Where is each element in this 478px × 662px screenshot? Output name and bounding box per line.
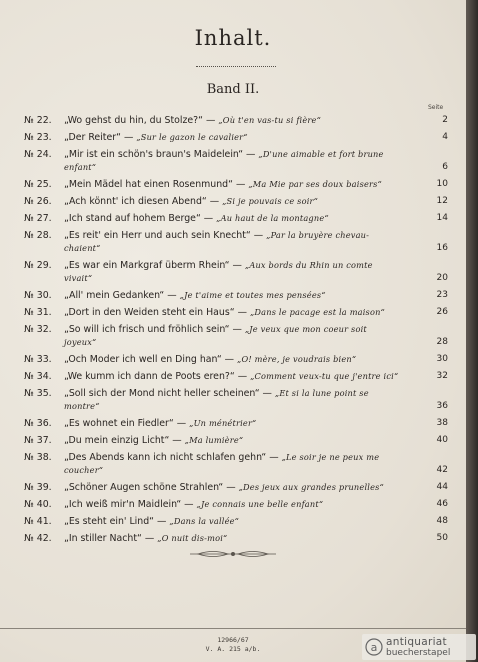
page-number: 50 bbox=[436, 533, 448, 543]
title-separator: — bbox=[173, 418, 190, 429]
title-separator: — bbox=[250, 230, 267, 241]
title-divider bbox=[196, 66, 276, 67]
title-separator: — bbox=[120, 132, 137, 143]
song-number: № 35. bbox=[24, 388, 52, 399]
title-separator: — bbox=[234, 307, 250, 318]
toc-entry bbox=[24, 515, 448, 528]
toc-entry bbox=[24, 212, 448, 225]
toc-entry bbox=[24, 353, 448, 366]
title-separator: — bbox=[203, 115, 219, 126]
page-number: 10 bbox=[436, 179, 448, 189]
page-number: 30 bbox=[436, 354, 448, 364]
toc-entry bbox=[24, 114, 448, 127]
german-title: „So will ich frisch und fröhlich sein“ bbox=[64, 324, 230, 335]
french-title-continuation: vivait“ bbox=[64, 273, 93, 283]
page-number: 26 bbox=[436, 307, 448, 317]
volume-subtitle: Band II. bbox=[206, 82, 260, 97]
title-separator: — bbox=[154, 516, 170, 527]
antiquariat-logo-icon bbox=[365, 638, 383, 656]
german-title: „Wo gehst du hin, du Stolze?“ bbox=[64, 115, 204, 126]
title-separator: — bbox=[169, 435, 185, 446]
toc-entry bbox=[24, 178, 448, 191]
song-number: № 23. bbox=[24, 132, 52, 143]
french-title-continuation: chaient“ bbox=[64, 243, 101, 253]
song-number: № 25. bbox=[24, 179, 52, 190]
svg-text:a: a bbox=[370, 641, 378, 654]
french-title: „Dans la vallée“ bbox=[169, 516, 240, 526]
plate-number: 12966/67 bbox=[217, 636, 249, 644]
toc-entry bbox=[24, 387, 448, 411]
french-title: „Ma lumière“ bbox=[184, 435, 244, 445]
title-separator: — bbox=[164, 290, 180, 301]
french-title: „Si je pouvais ce soir“ bbox=[222, 196, 319, 206]
german-title: „All' mein Gedanken“ bbox=[64, 290, 165, 301]
toc-entry bbox=[24, 451, 448, 475]
german-title: „Och Moder ich well en Ding han“ bbox=[64, 354, 222, 365]
toc-entry bbox=[24, 417, 448, 430]
song-number: № 29. bbox=[24, 260, 52, 271]
watermark-text-line1: antiquariat bbox=[386, 636, 447, 648]
french-title: „O! mère, je voudrais bien“ bbox=[237, 354, 357, 364]
french-title: „D'une aimable et fort brune bbox=[258, 149, 384, 159]
watermark-text-line2: buecherstapel bbox=[386, 648, 451, 658]
french-title: „Je connais une belle enfant“ bbox=[196, 499, 324, 509]
publisher-reference: V. A. 215 a/b. bbox=[205, 645, 261, 653]
title-separator: — bbox=[229, 260, 245, 271]
german-title: „Mein Mädel hat einen Rosenmund“ bbox=[64, 179, 233, 190]
german-title: „Soll sich der Mond nicht heller scheinen“ bbox=[64, 388, 260, 399]
title-separator: — bbox=[181, 499, 197, 510]
toc-entry bbox=[24, 229, 448, 253]
toc-entry bbox=[24, 370, 448, 383]
toc-entry bbox=[24, 289, 448, 302]
toc-entry bbox=[24, 498, 448, 511]
song-number: № 38. bbox=[24, 452, 52, 463]
title-separator: — bbox=[232, 179, 249, 190]
french-title: „Je veux que mon coeur soit bbox=[244, 324, 367, 334]
page-number: 20 bbox=[436, 273, 448, 283]
french-title: „Aux bords du Rhin un comte bbox=[244, 260, 373, 270]
title-separator: — bbox=[243, 149, 259, 160]
song-number: № 28. bbox=[24, 230, 52, 241]
song-number: № 41. bbox=[24, 516, 52, 527]
song-number: № 26. bbox=[24, 196, 52, 207]
page-number: 42 bbox=[436, 465, 448, 475]
french-title: „Et si la lune point se bbox=[274, 388, 369, 398]
german-title: „Der Reiter“ bbox=[64, 132, 121, 143]
french-title: „Le soir je ne peux me bbox=[281, 452, 380, 462]
french-title: „O nuit dis-moi“ bbox=[157, 533, 228, 543]
title-separator: — bbox=[221, 354, 238, 365]
ornament-divider bbox=[188, 548, 278, 560]
toc-entry bbox=[24, 195, 448, 208]
french-title: „Je t'aime et toutes mes pensées“ bbox=[179, 290, 326, 300]
book-spine-shadow bbox=[464, 0, 478, 662]
song-number: № 24. bbox=[24, 149, 52, 160]
german-title: „Es steht ein' Lind“ bbox=[64, 516, 155, 527]
title-separator: — bbox=[200, 213, 217, 224]
french-title-continuation: enfant“ bbox=[64, 162, 97, 172]
german-title: „Ach könnt' ich diesen Abend“ bbox=[64, 196, 207, 207]
song-number: № 33. bbox=[24, 354, 52, 365]
toc-entry bbox=[24, 131, 448, 144]
german-title: „Es war ein Markgraf überm Rhein“ bbox=[64, 260, 230, 271]
page-number: 12 bbox=[436, 196, 448, 206]
toc-entry bbox=[24, 259, 448, 283]
page-number: 6 bbox=[442, 162, 448, 172]
german-title: „Es reit' ein Herr und auch sein Knecht“ bbox=[64, 230, 251, 241]
page-number: 40 bbox=[436, 435, 448, 445]
song-number: № 36. bbox=[24, 418, 52, 429]
german-title: „Du mein einzig Licht“ bbox=[64, 435, 170, 446]
french-title: „Sur le gazon le cavalier“ bbox=[136, 132, 248, 142]
song-number: № 34. bbox=[24, 371, 52, 382]
watermark-badge bbox=[362, 634, 476, 660]
german-title: „In stiller Nacht“ bbox=[64, 533, 142, 544]
toc-entry bbox=[24, 532, 448, 545]
german-title: „Schöner Augen schöne Strahlen“ bbox=[64, 482, 224, 493]
page-column-label: Seite bbox=[428, 104, 444, 111]
french-title-continuation: montre“ bbox=[64, 401, 100, 411]
song-number: № 32. bbox=[24, 324, 52, 335]
french-title-continuation: joyeux“ bbox=[64, 337, 97, 347]
song-number: № 42. bbox=[24, 533, 52, 544]
page-number: 28 bbox=[436, 337, 448, 347]
page-number: 4 bbox=[442, 132, 448, 142]
page-number: 46 bbox=[436, 499, 448, 509]
page-number: 23 bbox=[436, 290, 448, 300]
page-number: 44 bbox=[436, 482, 448, 492]
toc-entry bbox=[24, 434, 448, 447]
french-title: „Comment veux-tu que j'entre ici“ bbox=[250, 371, 399, 381]
song-number: № 31. bbox=[24, 307, 52, 318]
title-separator: — bbox=[234, 371, 251, 382]
german-title: „We kumm ich dann de Poots eren?“ bbox=[64, 371, 235, 382]
toc-entry bbox=[24, 148, 448, 172]
page-number: 14 bbox=[436, 213, 448, 223]
song-number: № 40. bbox=[24, 499, 52, 510]
german-title: „Dort in den Weiden steht ein Haus“ bbox=[64, 307, 235, 318]
title-separator: — bbox=[229, 324, 245, 335]
page-number: 2 bbox=[442, 115, 448, 125]
french-title: „Au haut de la montagne“ bbox=[216, 213, 329, 223]
title-separator: — bbox=[266, 452, 282, 463]
french-title: „Dans le pacage est la maison“ bbox=[249, 307, 385, 317]
french-title: „Des jeux aux grandes prunelles“ bbox=[238, 482, 384, 492]
german-title: „Ich weiß mir'n Maidlein“ bbox=[64, 499, 182, 510]
french-title-continuation: coucher“ bbox=[64, 465, 104, 475]
page-number: 38 bbox=[436, 418, 448, 428]
french-title: „Par la bruyère chevau- bbox=[266, 230, 370, 240]
page-number: 32 bbox=[436, 371, 448, 381]
title-separator: — bbox=[141, 533, 158, 544]
title-separator: — bbox=[259, 388, 275, 399]
german-title: „Des Abends kann ich nicht schlafen gehn“ bbox=[64, 452, 267, 463]
page-number: 16 bbox=[436, 243, 448, 253]
footer-rule bbox=[0, 628, 466, 629]
german-title: „Es wohnet ein Fiedler“ bbox=[64, 418, 174, 429]
toc-entry bbox=[24, 323, 448, 347]
german-title: „Ich stand auf hohem Berge“ bbox=[64, 213, 201, 224]
song-number: № 30. bbox=[24, 290, 52, 301]
song-number: № 27. bbox=[24, 213, 52, 224]
toc-entry bbox=[24, 306, 448, 319]
song-number: № 39. bbox=[24, 482, 52, 493]
toc-entry bbox=[24, 481, 448, 494]
song-number: № 37. bbox=[24, 435, 52, 446]
title-separator: — bbox=[223, 482, 239, 493]
german-title: „Mir ist ein schön's braun's Maidelein“ bbox=[64, 149, 244, 160]
page-number: 36 bbox=[436, 401, 448, 411]
page-number: 48 bbox=[436, 516, 448, 526]
title-separator: — bbox=[206, 196, 223, 207]
song-number: № 22. bbox=[24, 115, 52, 126]
page-title: Inhalt. bbox=[194, 26, 272, 50]
french-title: „Où t'en vas-tu si fière“ bbox=[218, 115, 321, 125]
french-title: „Ma Mie par ses doux baisers“ bbox=[248, 179, 382, 189]
french-title: „Un ménétrier“ bbox=[189, 418, 257, 428]
